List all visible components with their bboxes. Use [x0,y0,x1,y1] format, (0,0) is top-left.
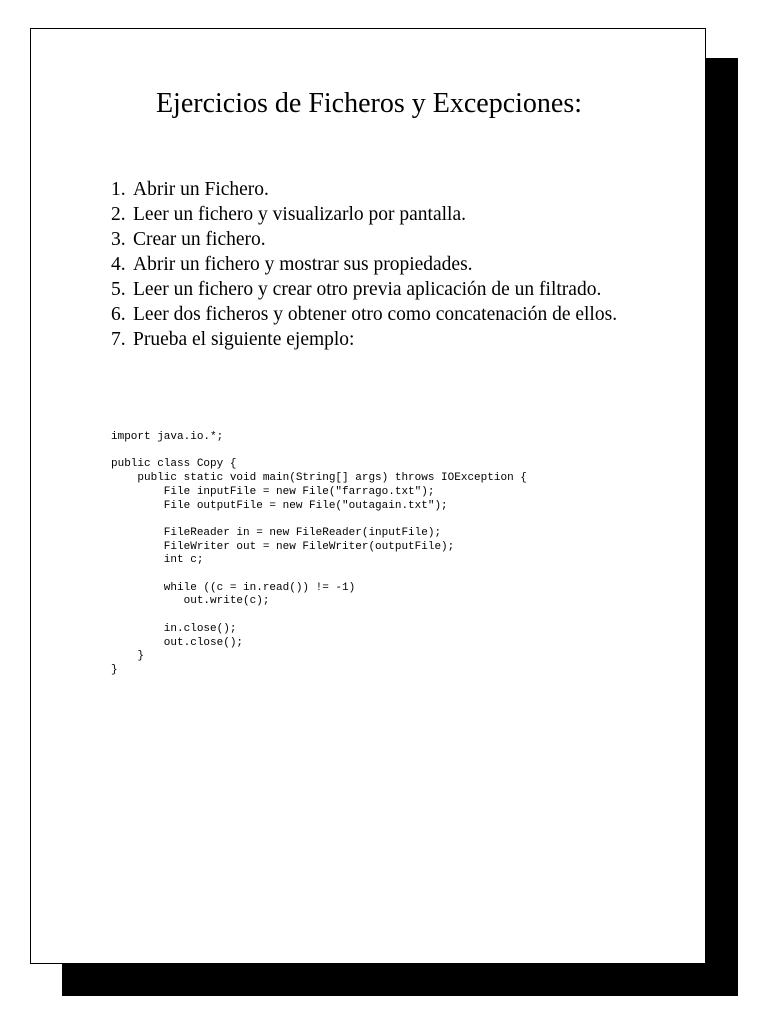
item-text: Abrir un fichero y mostrar sus propiedades. [133,254,473,275]
item-text: Leer dos ficheros y obtener otro como concatenación de ellos. [133,304,618,325]
list-item [111,227,671,252]
item-number: 3. [111,229,126,250]
list-item [111,327,671,352]
item-number: 1. [111,179,126,200]
item-text: Leer un fichero y visualizarlo por pantalla. [133,204,466,225]
item-number: 7. [111,329,126,350]
list-item [111,177,671,202]
item-text: Prueba el siguiente ejemplo: [133,329,355,350]
item-text: Crear un fichero. [133,229,266,250]
list-item [111,252,671,277]
item-text: Leer un fichero y crear otro previa aplicación de un filtrado. [133,279,602,300]
page-title: Ejercicios de Ficheros y Excepciones: [155,88,583,119]
list-item [111,202,671,227]
item-number: 5. [111,279,126,300]
exercise-list [111,177,671,352]
list-item [111,302,671,327]
code-sample: import java.io.*; public class Copy { public static void main(String[] args) throws IOException { File inputFile = new File("farrago.txt"); File outputFile = new File("outagain.txt"); FileReader in = new FileReader(inputFile); FileWriter out = new FileWriter(outputFile); int c; while ((c = in.read()) != -1) out.write(c); in.close(); out.close(); } } [111,431,527,676]
document-page [30,28,706,964]
item-text: Abrir un Fichero. [133,179,269,200]
list-item [111,277,671,302]
item-number: 6. [111,304,126,325]
item-number: 4. [111,254,126,275]
item-number: 2. [111,204,126,225]
